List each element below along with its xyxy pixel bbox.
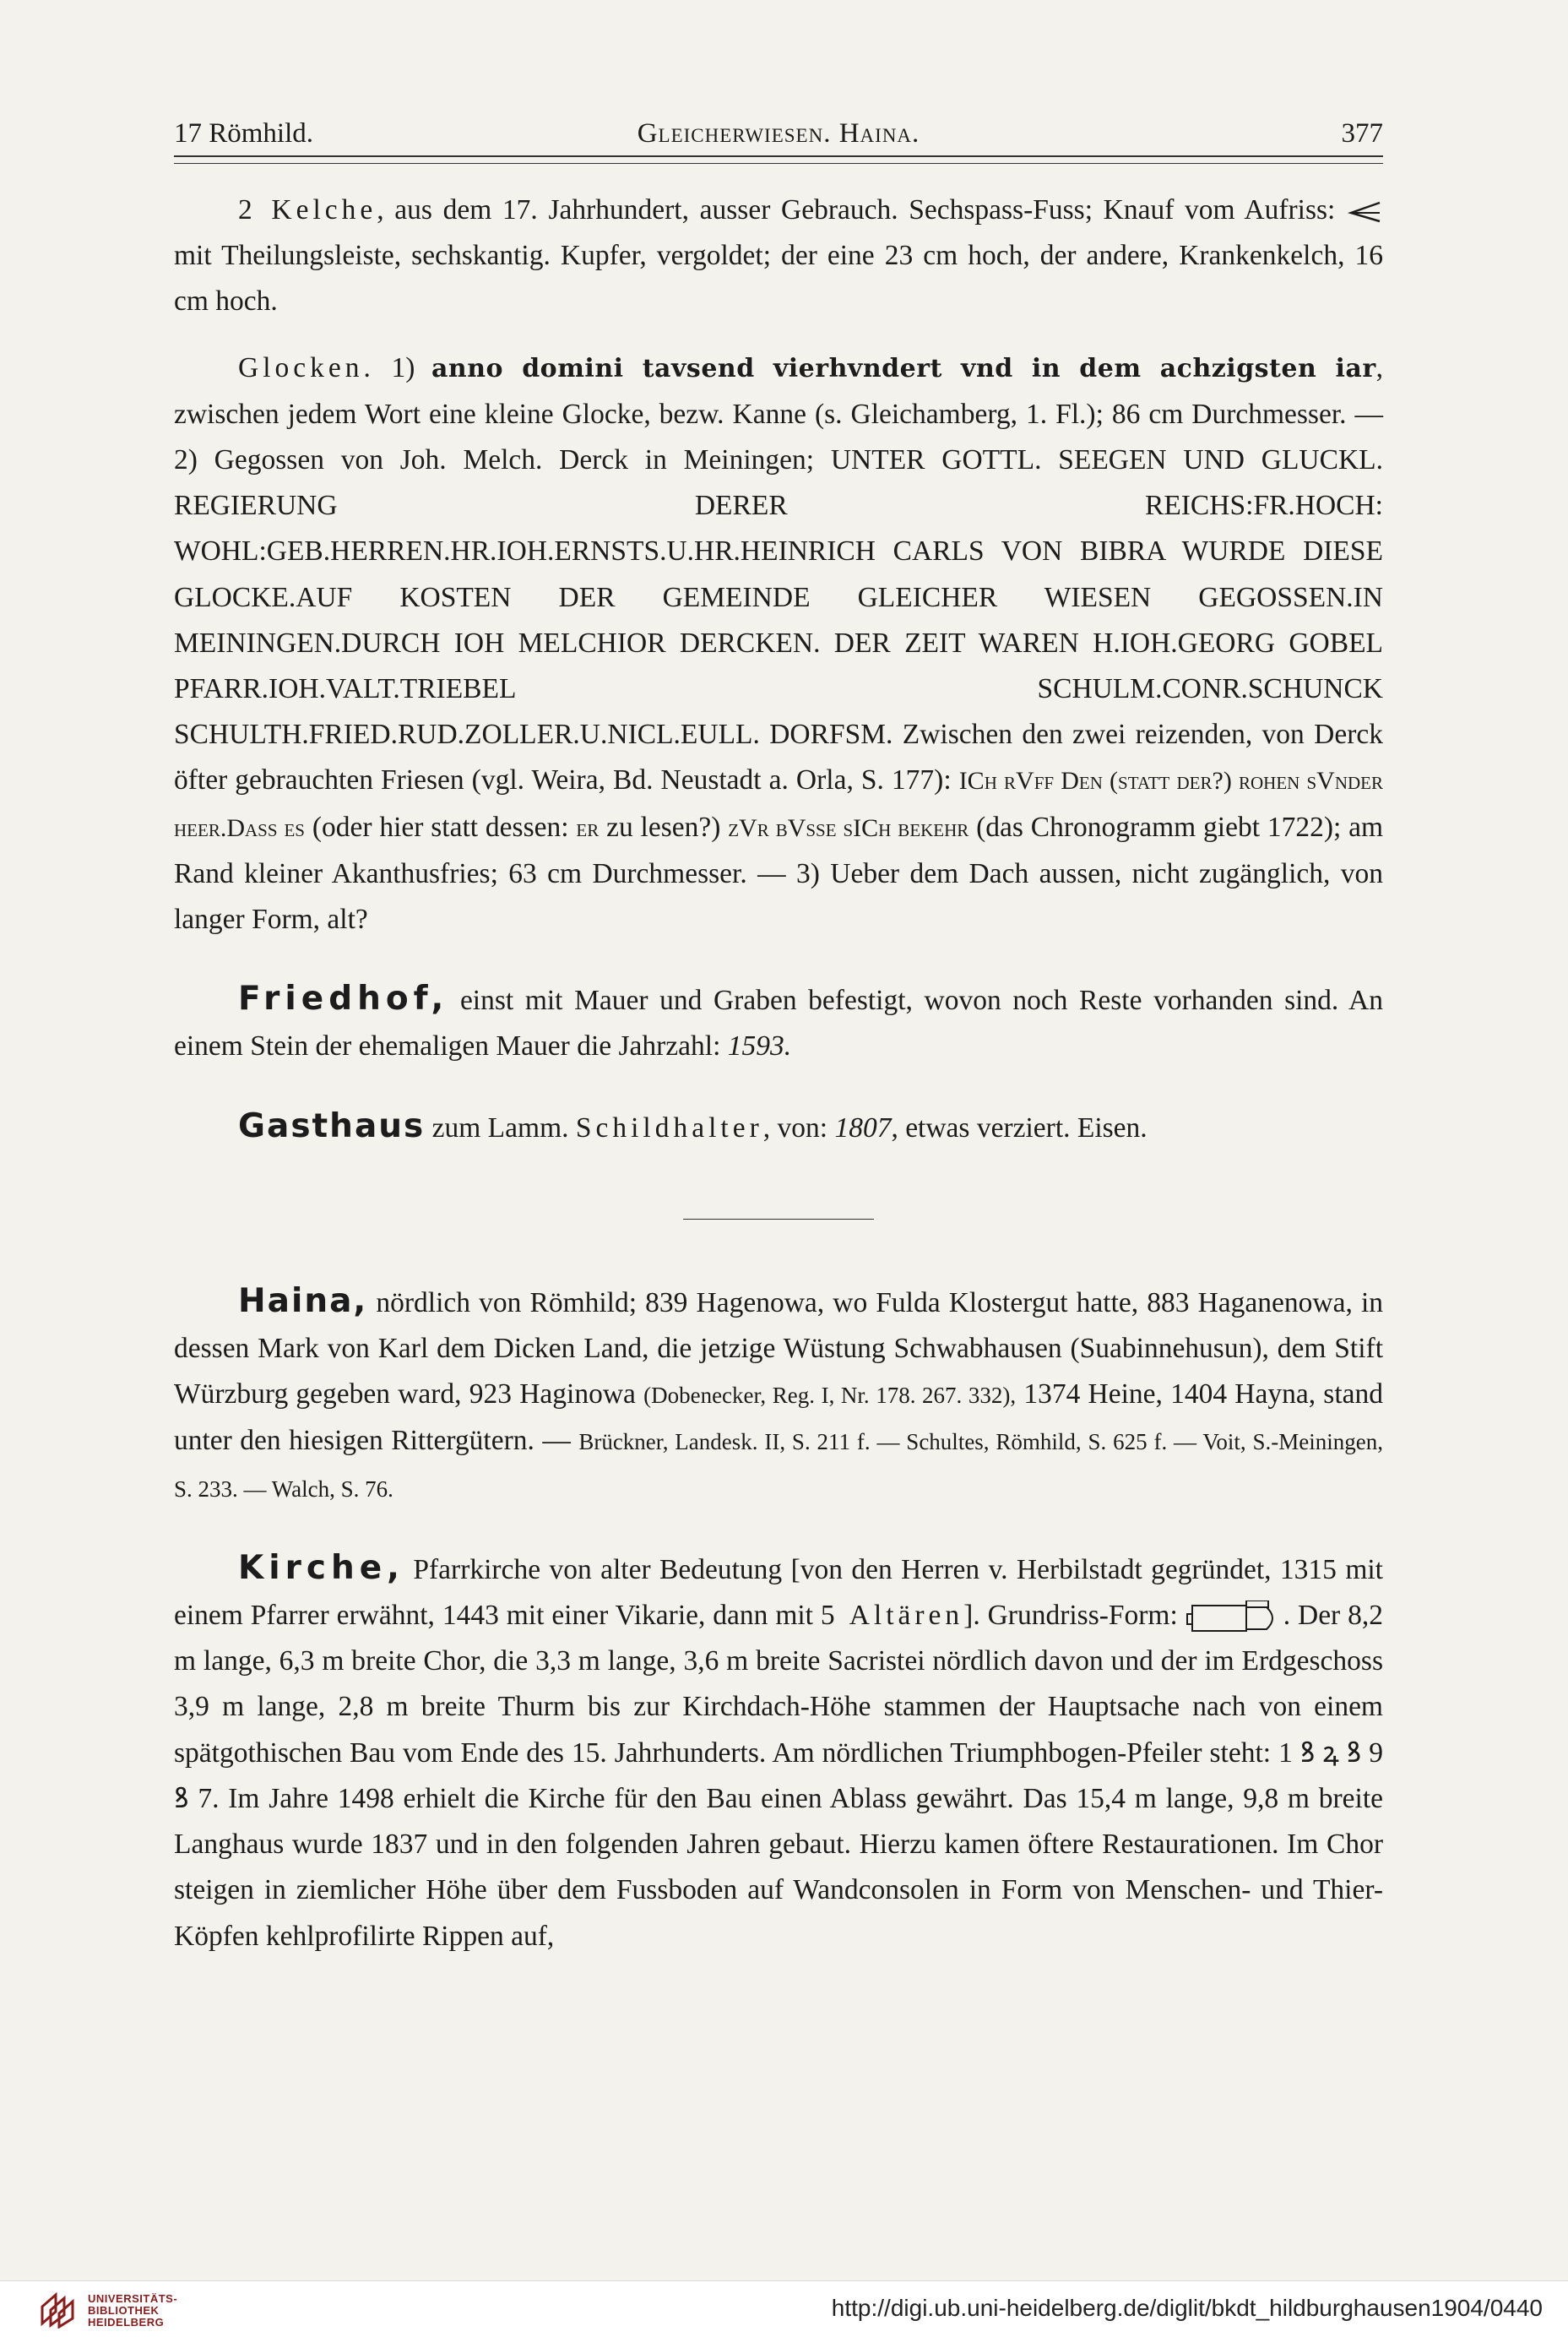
library-line-3: HEIDELBERG — [88, 2316, 165, 2329]
para1-text-a: , aus dem 17. Jahrhundert, ausser Gebrauch. Sechspass-Fuss; Knauf vom Aufriss: — [377, 194, 1336, 226]
floor-plan-icon — [1185, 1601, 1283, 1634]
gasthaus-text-a: zum Lamm. — [431, 1111, 569, 1144]
knauf-profile-icon — [1346, 199, 1383, 225]
header-left: 17 Römhild. — [174, 118, 314, 149]
term-kelche: 2 Kelche — [238, 194, 377, 226]
library-logo-icon — [37, 2291, 79, 2329]
heading-gasthaus: Gasthaus — [238, 1106, 426, 1145]
library-line-1: UNIVERSITÄTS- — [88, 2292, 178, 2305]
haina-text-b: 1374 Heine, 1404 Hayna, stand unter den hiesigen Rittergütern. — — [174, 1378, 1384, 1457]
chronogram-2: er — [576, 813, 600, 842]
library-name — [88, 2293, 177, 2329]
heading-haina: Haina, — [238, 1281, 368, 1320]
section-divider — [683, 1219, 874, 1220]
haina-citation-a: (Dobenecker, Reg. I, Nr. 178. 267. 332), — [643, 1383, 1017, 1409]
blackletter-inscription: anno domini tavsend vierhvndert vnd in dem achzigsten iar — [431, 353, 1376, 383]
kirche-text-a: Pfarrkirche von alter Bedeutung [von den Herren v. Herbilstadt gegründet, 1315 mit einem Pfarrer erwähnt, 1443 mit einer Vikarie, dann mit — [174, 1553, 1383, 1632]
friedhof-year: 1593. — [727, 1030, 792, 1063]
term-altaeren: 5 Altären — [820, 1600, 964, 1632]
friedhof-text: einst mit Mauer und Graben befestigt, wovon noch Reste vorhanden sind. An einem Stein der ehemaligen Mauer die Jahrzahl: — [174, 985, 1383, 1063]
haina-citation-b: Brückner, Landesk. II, S. 211 f. — Schultes, Römhild, S. 625 f. — Voit, S.-Meiningen, S. 233. — Walch, S. 76. — [174, 1429, 1383, 1502]
term-schildhalter: Schildhalter — [575, 1111, 763, 1144]
header-rule — [174, 155, 1383, 164]
kirche-text-c: . Der 8,2 m lange, 6,3 m breite Chor, die 3,3 m lange, 3,6 m breite Sacristei nördlich davon und der im Erdgeschoss 3,9 m lange, 2,8 m breite Thurm bis zur Kirchdach-Höhe stammen der Hauptsache nach von einem spätgothischen Bau vom Ende des 15. Jahrhunderts. Am nördlichen Triumphbogen-Pfeiler steht: — [174, 1600, 1383, 1769]
running-header — [174, 115, 1383, 152]
para2-text-b: , zwischen jedem Wort eine kleine Glocke, bezw. Kanne (s. Gleichamberg, 1. Fl.); 86 cm Durchmesser. — 2) Gegossen von Joh. Melch. Derck in Meiningen; UNTER GOTTL. SEEGEN UND GLUCKL. REGIERUNG DERER REICHS:FR.HOCH: WOHL:GEB.HERREN.HR.IOH.ERNSTS.U.HR.HEINRICH CARLS VON BIBRA WURDE DIESE GLOCKE.AUF KOSTEN DER GEMEINDE GLEICHER WIESEN GEGOSSEN.IN MEININGEN.DURCH IOH MELCHIOR DERCKEN. DER ZEIT WAREN H.IOH.GEORG GOBEL PFARR.IOH.VALT.TRIEBEL SCHULM.CONR.SCHUNCK SCHULTH.FRIED.RUD.ZOLLER.U.NICL.EULL. DORFSM. Zwischen den zwei reizenden, von Derck öfter gebrauchten Friesen (vgl. Weira, Bd. Neustadt a. Orla, S. 177): — [174, 351, 1383, 796]
header-center: Gleicherwiesen. Haina. — [637, 118, 920, 149]
paragraph-haina — [174, 1279, 1383, 1512]
footer-bar — [0, 2280, 1568, 2337]
page-number: 377 — [1341, 118, 1383, 149]
para2-text-d: zu lesen?) — [606, 811, 721, 843]
page-body — [174, 188, 1383, 1959]
heading-friedhof: Friedhof, — [238, 980, 449, 1019]
para2-text-c: (oder hier statt dessen: — [312, 811, 569, 843]
para1-text-b: mit Theilungsleiste, sechskantig. Kupfer, vergoldet; der eine 23 cm hoch, der andere, Krankenkelch, 16 cm hoch. — [174, 240, 1383, 318]
kirche-inscription: 1 ꝸ ꝝ ꝸ 9 ꝸ 7. — [174, 1736, 1384, 1814]
kirche-text-d: Im Jahre 1498 erhielt die Kirche für den Bau einen Ablass gewährt. Das 15,4 m lange, 9,8 m breite Langhaus wurde 1837 und in den folgenden Jahren gebaut. Hierzu kamen öftere Restaurationen. Im Chor steigen in ziemlicher Höhe über dem Fussboden auf Wandconsolen in Form von Menschen- und Thier-Köpfen kehlprofilirte Rippen auf, — [174, 1782, 1383, 1952]
kirche-text-b: ]. Grundriss-Form: — [963, 1600, 1178, 1632]
paragraph-gasthaus — [174, 1104, 1383, 1151]
gasthaus-text-b: , von: — [762, 1111, 828, 1144]
paragraph-kirche — [174, 1546, 1383, 1959]
paragraph-friedhof — [174, 976, 1383, 1069]
source-url-link[interactable]: http://digi.ub.uni-heidelberg.de/diglit/bkdt_hildburghausen1904/0440 — [831, 2295, 1543, 2321]
chronogram-3: zVr bVsse sICh bekehr — [728, 813, 969, 842]
heading-kirche: Kirche, — [238, 1548, 404, 1587]
gasthaus-year: 1807 — [834, 1111, 892, 1144]
term-glocken: Glocken. — [238, 351, 375, 383]
haina-text-a: nördlich von Römhild; 839 Hagenowa, wo Fulda Klostergut hatte, 883 Haganenowa, in dessen Mark von Karl dem Dicken Land, die jetzige Wüstung Schwabhausen (Suabinnehusun), dem Stift Würzburg gegeben ward, 923 Haginowa — [174, 1286, 1384, 1410]
paragraph-kelche — [174, 188, 1383, 325]
para2-text-e: (das Chronogramm giebt 1722); am Rand kleiner Akanthusfries; 63 cm Durchmesser. — 3) Ueber dem Dach aussen, nicht zugänglich, von langer Form, alt? — [174, 811, 1384, 936]
para2-text-a: 1) — [391, 351, 415, 383]
gasthaus-text-c: , etwas verziert. Eisen. — [891, 1111, 1148, 1144]
chronogram-1: ICh rVff Den (statt der?) rohen sVnder heer.Dass es — [174, 767, 1384, 842]
paragraph-glocken — [174, 345, 1383, 943]
library-line-2: BIBLIOTHEK — [88, 2304, 160, 2317]
